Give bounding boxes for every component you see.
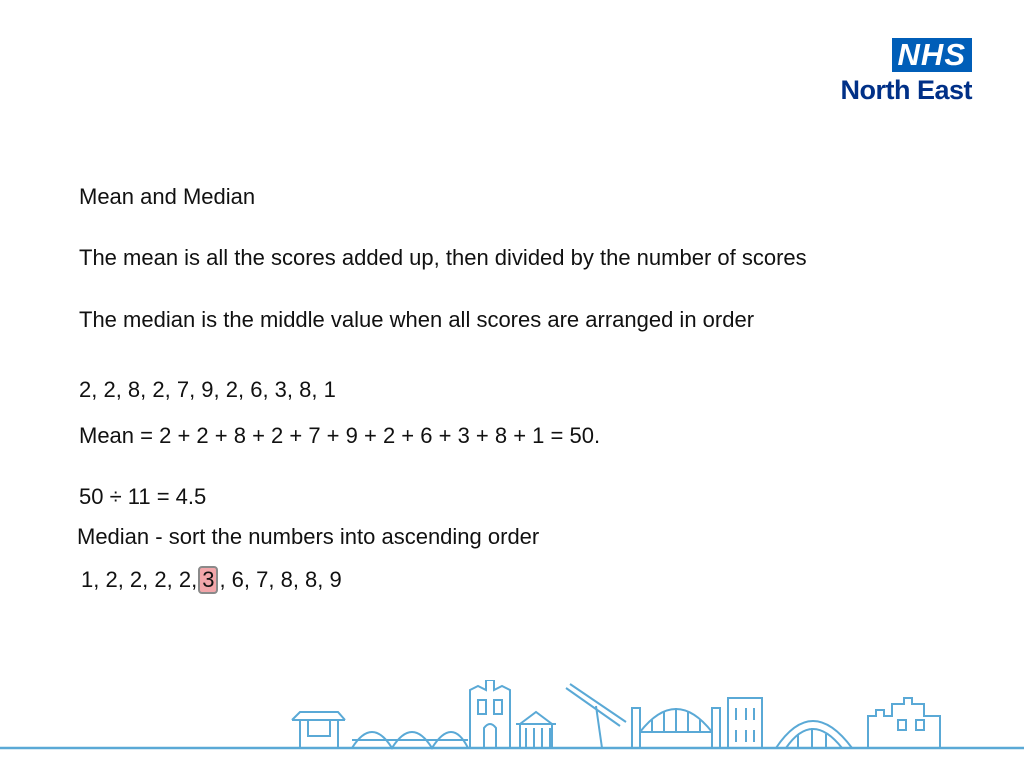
scores-list: 2, 2, 8, 2, 7, 9, 2, 6, 3, 8, 1 (79, 377, 336, 402)
city-skyline-decoration (0, 680, 1024, 768)
sorted-scores-before: 1, 2, 2, 2, 2, (81, 567, 198, 592)
sorted-scores-after: , 6, 7, 8, 8, 9 (219, 567, 342, 592)
tyne-bridge-icon (632, 708, 720, 748)
cathedral-icon (470, 680, 510, 748)
tower-building-icon (728, 698, 762, 748)
nhs-north-east-logo (829, 38, 972, 106)
sorted-scores (81, 566, 342, 594)
median-definition: The median is the middle value when all scores are arranged in order (79, 307, 755, 332)
mean-calculation: Mean = 2 + 2 + 8 + 2 + 7 + 9 + 2 + 6 + 3 + 8 + 1 = 50. (79, 423, 601, 448)
nhs-logo-mark: NHS (892, 38, 972, 72)
slide-title: Mean and Median (79, 184, 256, 209)
mean-definition: The mean is all the scores added up, then divided by the number of scores (79, 245, 807, 270)
transporter-bridge-icon (292, 712, 345, 748)
arch-bridge-icon (352, 732, 468, 748)
division-result: 50 ÷ 11 = 4.5 (79, 484, 207, 509)
nhs-region-name: North East (840, 75, 972, 105)
median-value-highlight: 3 (198, 566, 218, 594)
castle-icon (868, 698, 940, 748)
median-instruction: Median - sort the numbers into ascending order (77, 524, 540, 549)
stadium-arch-icon (776, 721, 852, 748)
monument-icon (516, 712, 556, 748)
angel-sculpture-icon (566, 684, 626, 748)
